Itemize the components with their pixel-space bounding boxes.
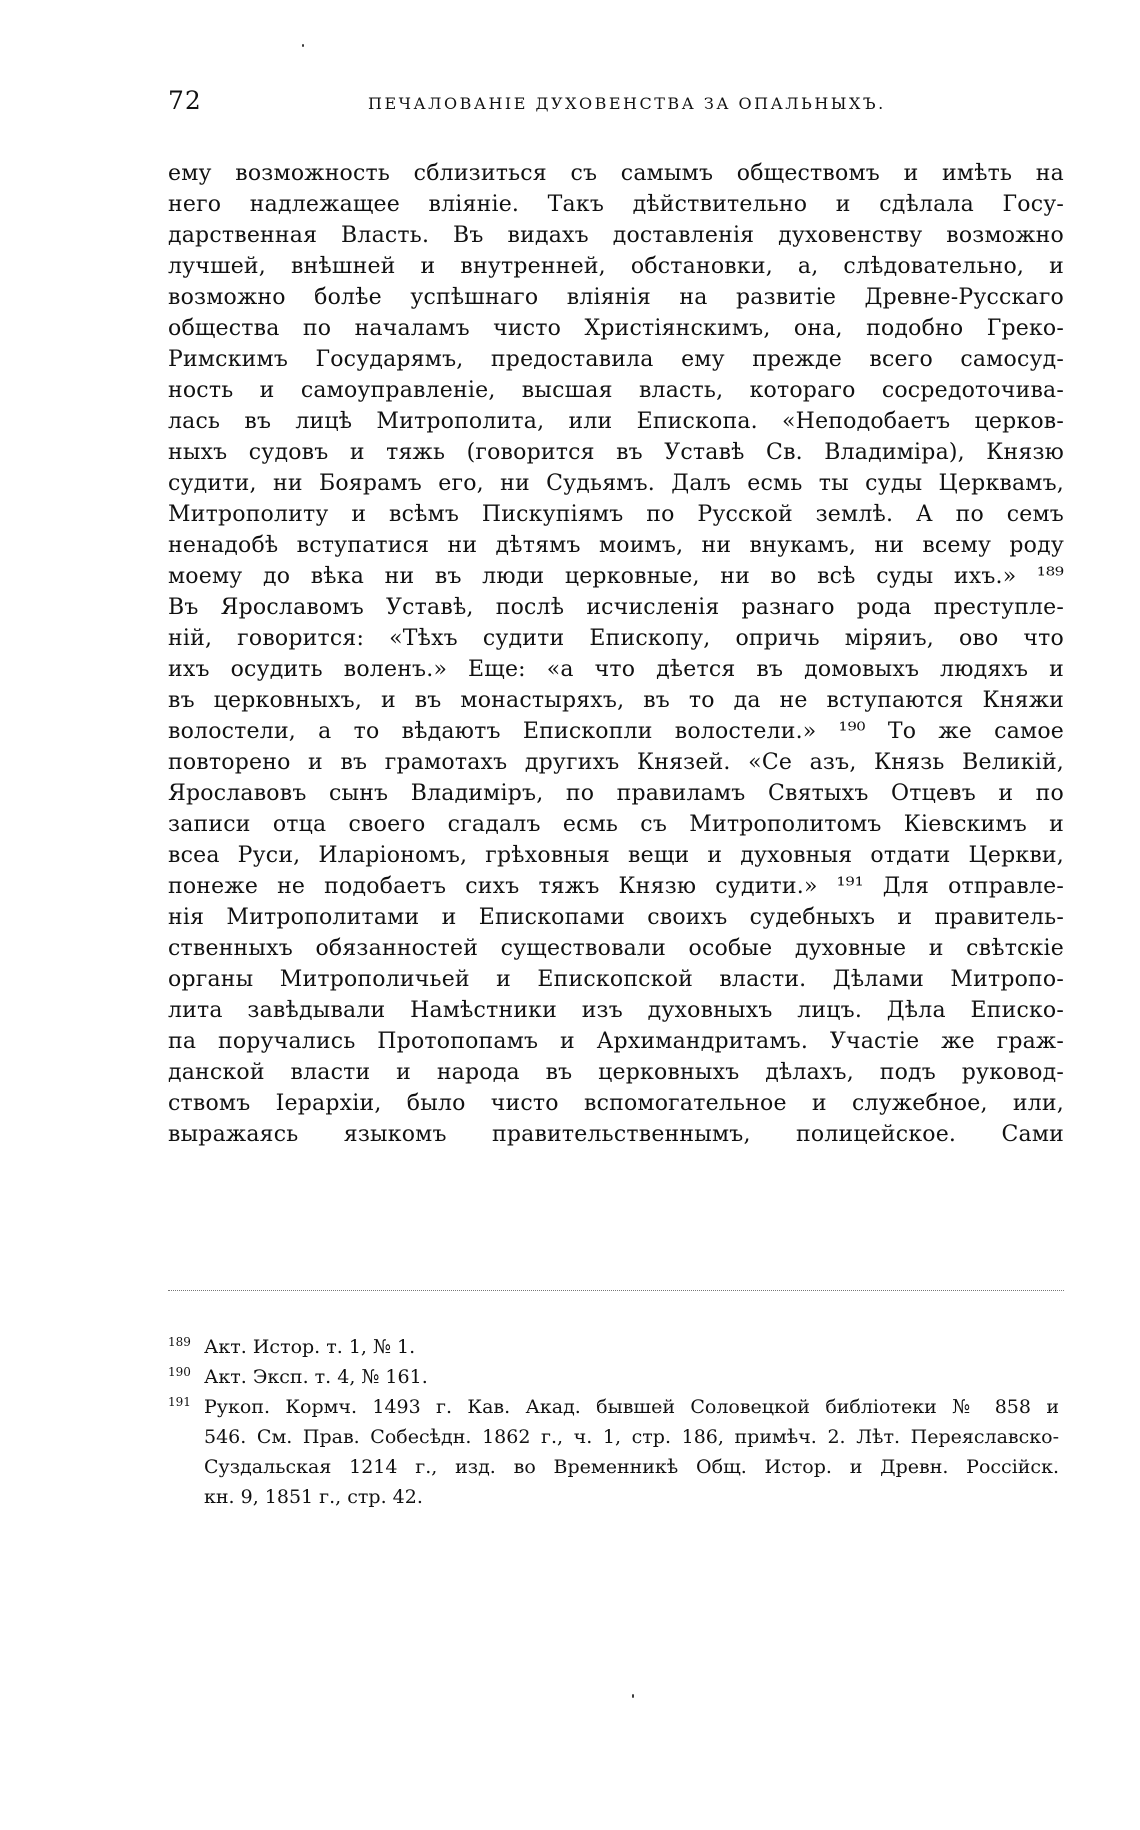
- text-line: возможно болѣе успѣшнаго вліянія на развитіе Древне-Русскаго: [168, 285, 1064, 310]
- footnote-191-continued: [168, 1482, 1064, 1512]
- text-line: данской власти и народа въ церковныхъ дѣлахъ, подъ руковод-: [168, 1060, 1064, 1085]
- footnote-text: Рукоп. Кормч. 1493 г. Кав. Акад. бывшей Соловецкой библіотеки № 858 и: [204, 1396, 1059, 1418]
- footnote-divider: [168, 1290, 1064, 1291]
- text-line: ненадобѣ вступатися ни дѣтямъ моимъ, ни внукамъ, ни всему роду: [168, 533, 1064, 558]
- page-number: 72: [168, 86, 202, 115]
- text-line: нія Митрополитами и Епископами своихъ судебныхъ и правитель-: [168, 905, 1064, 930]
- footnote-191-continued: [168, 1422, 1064, 1452]
- text-line: дарственная Власть. Въ видахъ доставленія духовенству возможно: [168, 223, 1064, 248]
- footnote-number: 190: [168, 1365, 191, 1379]
- text-line: ній, говорится: «Тѣхъ судити Епископу, опричь міряиъ, ово что: [168, 626, 1064, 651]
- text-line: Ярославовъ сынъ Владиміръ, по правиламъ Святыхъ Отцевъ и по: [168, 781, 1064, 806]
- text-line: лита завѣдывали Намѣстники изъ духовныхъ лицъ. Дѣла Еписко-: [168, 998, 1064, 1023]
- footnote-190: [168, 1362, 1064, 1392]
- print-speck: [632, 1694, 634, 1698]
- footnote-number: 189: [168, 1335, 191, 1349]
- text-line: па поручались Протопопамъ и Архимандритамъ. Участіе же граж-: [168, 1029, 1064, 1054]
- text-line: записи отца своего сгадалъ есмь съ Митрополитомъ Кіевскимъ и: [168, 812, 1064, 837]
- footnote-text: кн. 9, 1851 г., стр. 42.: [204, 1486, 423, 1508]
- text-line: лась въ лицѣ Митрополита, или Епископа. «Неподобаетъ церков-: [168, 409, 1064, 434]
- text-line: моему до вѣка ни въ люди церковные, ни во всѣ суды ихъ.» ¹⁸⁹: [168, 564, 1064, 589]
- text-line: лучшей, внѣшней и внутренней, обстановки, а, слѣдовательно, и: [168, 254, 1064, 279]
- footnote-191-continued: [168, 1452, 1064, 1482]
- footnote-number: 191: [168, 1395, 191, 1409]
- text-line: органы Митрополичьей и Епископской власти. Дѣлами Митропо-: [168, 967, 1064, 992]
- footnote-text: Суздальская 1214 г., изд. во Временникѣ Общ. Истор. и Древн. Россійск.: [204, 1456, 1059, 1478]
- text-line: ныхъ судовъ и тяжь (говорится въ Уставѣ Св. Владиміра), Князю: [168, 440, 1064, 465]
- body-text: [168, 158, 1064, 1150]
- text-line: судити, ни Боярамъ его, ни Судьямъ. Далъ есмь ты суды Церквамъ,: [168, 471, 1064, 496]
- text-line: него надлежащее вліяніе. Такъ дѣйствительно и сдѣлала Госу-: [168, 192, 1064, 217]
- page-header: [168, 86, 1068, 126]
- text-line: ихъ осудить воленъ.» Еще: «а что дѣется въ домовыхъ людяхъ и: [168, 657, 1064, 682]
- text-line: повторено и въ грамотахъ другихъ Князей. «Се азъ, Князь Великій,: [168, 750, 1064, 775]
- text-line: понеже не подобаетъ сихъ тяжъ Князю судити.» ¹⁹¹ Для отправле-: [168, 874, 1064, 899]
- text-line: общества по началамъ чисто Христіянскимъ, она, подобно Греко-: [168, 316, 1064, 341]
- text-line: ность и самоуправленіе, высшая власть, котораго сосредоточива-: [168, 378, 1064, 403]
- text-line: ствомъ Іерархіи, было чисто вспомогательное и служебное, или,: [168, 1091, 1064, 1116]
- footnote-191: [168, 1392, 1064, 1422]
- text-line: всеа Руси, Иларіономъ, грѣховныя вещи и духовныя отдати Церкви,: [168, 843, 1064, 868]
- text-line: Въ Ярославомъ Уставѣ, послѣ исчисленія разнаго рода преступле-: [168, 595, 1064, 620]
- text-line: ему возможность сблизиться съ самымъ обществомъ и имѣть на: [168, 161, 1064, 186]
- text-line: Римскимъ Государямъ, предоставила ему прежде всего самосуд-: [168, 347, 1064, 372]
- footnote-text: Акт. Эксп. т. 4, № 161.: [204, 1366, 428, 1388]
- footnote-189: [168, 1332, 1064, 1362]
- text-line: ственныхъ обязанностей существовали особые духовные и свѣтскіе: [168, 936, 1064, 961]
- text-line: Митрополиту и всѣмъ Пискупіямъ по Русской землѣ. А по семъ: [168, 502, 1064, 527]
- print-speck: [302, 44, 304, 47]
- text-line: выражаясь языкомъ правительственнымъ, полицейское. Сами: [168, 1122, 1064, 1147]
- text-line: волостели, а то вѣдаютъ Епископли волостели.» ¹⁹⁰ То же самое: [168, 719, 1064, 744]
- footnote-text: 546. См. Прав. Собесѣдн. 1862 г., ч. 1, стр. 186, примѣч. 2. Лѣт. Переяславско-: [204, 1426, 1059, 1448]
- running-head: ПЕЧАЛОВАНІЕ ДУХОВЕНСТВА ЗА ОПАЛЬНЫХЪ.: [368, 94, 886, 113]
- footnotes: [168, 1332, 1064, 1512]
- text-line: въ церковныхъ, и въ монастыряхъ, въ то да не вступаются Княжи: [168, 688, 1064, 713]
- footnote-text: Акт. Истор. т. 1, № 1.: [204, 1336, 416, 1358]
